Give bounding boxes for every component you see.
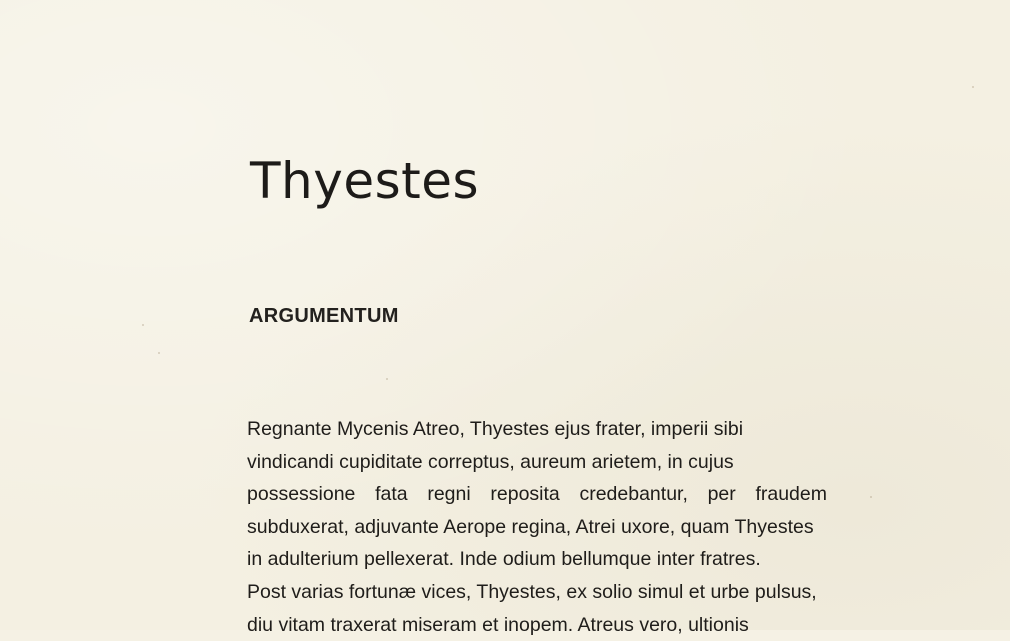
text-line: diu vitam traxerat miseram et inopem. Atreus vero, ultionis [247,613,749,636]
paper-speck [142,324,144,326]
text-line: in adulterium pellexerat. Inde odium bellumque inter fratres. [247,548,761,571]
text-line: subduxerat, adjuvante Aerope regina, Atrei uxore, quam Thyestes [247,515,814,538]
text-line: Post varias fortunæ vices, Thyestes, ex solio simul et urbe pulsus, [247,580,817,603]
paper-speck [158,352,160,354]
text-line: possessione fata regni reposita credebantur, per fraudem [247,483,827,506]
section-heading: ARGUMENTUM [249,305,399,327]
document-title: Thyestes [250,152,480,210]
paper-speck [972,86,974,88]
argument-paragraph [247,413,907,641]
text-line: Regnante Mycenis Atreo, Thyestes ejus frater, imperii sibi [247,418,744,440]
text-line: vindicandi cupiditate correptus, aureum arietem, in cujus [247,450,734,473]
paper-speck [386,378,388,380]
